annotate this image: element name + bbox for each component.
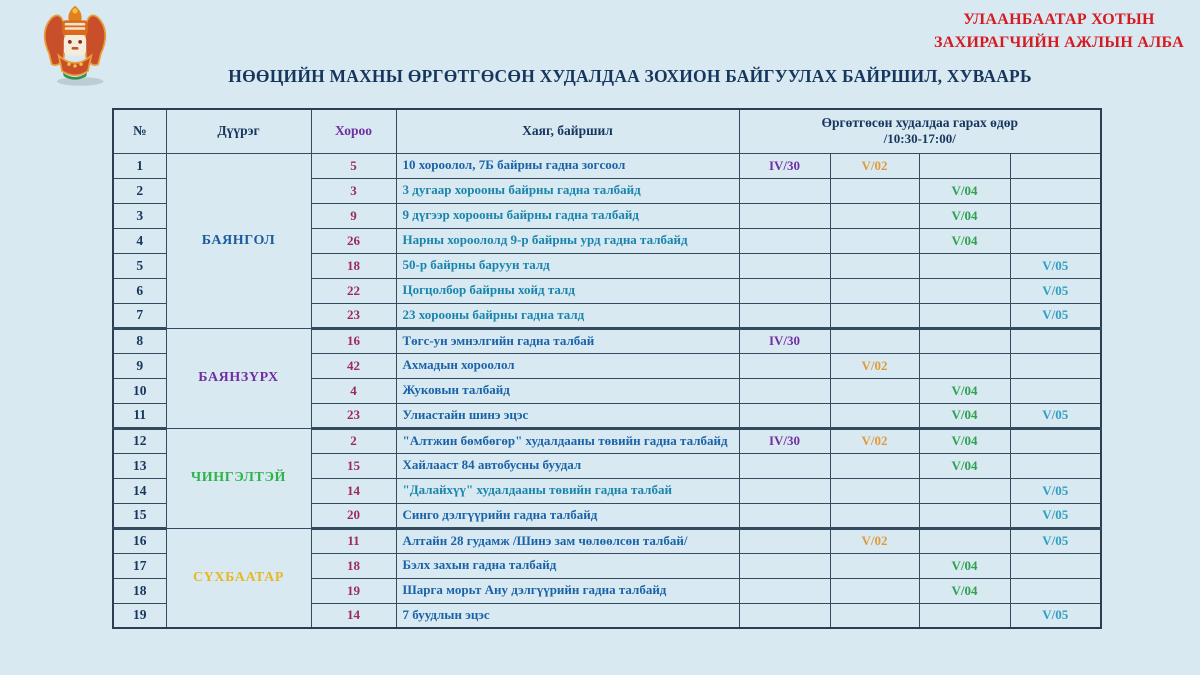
trade-date-cell <box>739 203 830 228</box>
address-cell: Хайлааст 84 автобусны буудал <box>396 453 739 478</box>
khoroo-number-cell: 9 <box>311 203 396 228</box>
trade-date-cell: IV/30 <box>739 328 830 353</box>
schedule-table <box>112 108 1102 629</box>
trade-date-cell <box>919 253 1010 278</box>
trade-date-cell <box>830 503 919 528</box>
trade-date-cell <box>919 603 1010 628</box>
khoroo-number-cell: 20 <box>311 503 396 528</box>
khoroo-number-cell: 11 <box>311 528 396 553</box>
address-cell: Бэлх захын гадна талбайд <box>396 553 739 578</box>
address-cell: Ахмадын хороолол <box>396 353 739 378</box>
trade-date-cell <box>739 378 830 403</box>
trade-date-cell <box>739 353 830 378</box>
row-number-cell: 15 <box>113 503 166 528</box>
khoroo-number-cell: 5 <box>311 153 396 178</box>
row-number-cell: 19 <box>113 603 166 628</box>
address-cell: Синго дэлгүүрийн гадна талбайд <box>396 503 739 528</box>
trade-date-cell <box>919 328 1010 353</box>
trade-date-cell: V/02 <box>830 153 919 178</box>
khoroo-number-cell: 14 <box>311 478 396 503</box>
trade-date-cell <box>830 278 919 303</box>
address-cell: Төгс-ун эмнэлгийн гадна талбай <box>396 328 739 353</box>
trade-date-cell: V/04 <box>919 453 1010 478</box>
khoroo-number-cell: 18 <box>311 553 396 578</box>
trade-date-cell <box>830 378 919 403</box>
trade-date-cell <box>1010 378 1101 403</box>
address-cell: Шарга морьт Ану дэлгүүрийн гадна талбайд <box>396 578 739 603</box>
trade-date-cell <box>1010 453 1101 478</box>
trade-date-cell <box>830 453 919 478</box>
ulaanbaatar-city-emblem-logo <box>30 4 120 90</box>
trade-date-cell: V/04 <box>919 178 1010 203</box>
trade-date-cell <box>830 253 919 278</box>
trade-date-cell <box>739 453 830 478</box>
khoroo-number-cell: 3 <box>311 178 396 203</box>
address-cell: "Далайхүү" худалдааны төвийн гадна талбай <box>396 478 739 503</box>
trade-date-cell <box>919 278 1010 303</box>
trade-date-cell <box>1010 203 1101 228</box>
trade-date-cell <box>919 153 1010 178</box>
trade-date-cell <box>739 178 830 203</box>
trade-date-cell <box>919 353 1010 378</box>
khoroo-number-cell: 42 <box>311 353 396 378</box>
trade-date-cell <box>739 253 830 278</box>
organization-name <box>934 8 1184 54</box>
trade-date-cell: V/05 <box>1010 603 1101 628</box>
column-header-address: Хаяг, байршил <box>396 109 739 153</box>
trade-date-cell <box>739 603 830 628</box>
trade-date-cell <box>830 403 919 428</box>
trade-date-cell <box>739 478 830 503</box>
organization-name-line1: УЛААНБААТАР ХОТЫН <box>963 11 1155 28</box>
trade-date-cell <box>1010 153 1101 178</box>
trade-date-cell <box>830 178 919 203</box>
address-cell: 3 дугаар хорооны байрны гадна талбайд <box>396 178 739 203</box>
table-row <box>113 528 1101 553</box>
trade-date-cell <box>739 578 830 603</box>
trade-date-cell: IV/30 <box>739 428 830 453</box>
address-cell: 7 буудлын эцэс <box>396 603 739 628</box>
trade-date-cell <box>830 303 919 328</box>
trade-date-cell: V/05 <box>1010 528 1101 553</box>
address-cell: 10 хороолол, 7Б байрны гадна зогсоол <box>396 153 739 178</box>
address-cell: 23 хорооны байрны гадна талд <box>396 303 739 328</box>
khoroo-number-cell: 23 <box>311 403 396 428</box>
address-cell: 50-р байрны баруун талд <box>396 253 739 278</box>
dates-header-line2: /10:30-17:00/ <box>883 131 956 147</box>
row-number-cell: 13 <box>113 453 166 478</box>
trade-date-cell <box>1010 228 1101 253</box>
address-cell: Алтайн 28 гудамж /Шинэ зам чөлөөлсөн талбай/ <box>396 528 739 553</box>
khoroo-number-cell: 19 <box>311 578 396 603</box>
trade-date-cell <box>1010 428 1101 453</box>
trade-date-cell <box>739 403 830 428</box>
trade-date-cell: V/02 <box>830 353 919 378</box>
trade-date-cell: V/05 <box>1010 253 1101 278</box>
trade-date-cell <box>1010 353 1101 378</box>
district-name-cell: СҮХБААТАР <box>166 528 311 628</box>
table-row <box>113 428 1101 453</box>
column-header-district: Дүүрэг <box>166 109 311 153</box>
trade-date-cell: V/05 <box>1010 403 1101 428</box>
table-row <box>113 328 1101 353</box>
column-header-dates <box>739 109 1101 153</box>
district-name-cell: ЧИНГЭЛТЭЙ <box>166 428 311 528</box>
khoroo-number-cell: 16 <box>311 328 396 353</box>
row-number-cell: 4 <box>113 228 166 253</box>
garuda-emblem-icon <box>30 4 120 90</box>
trade-date-cell: IV/30 <box>739 153 830 178</box>
row-number-cell: 11 <box>113 403 166 428</box>
trade-date-cell: V/04 <box>919 378 1010 403</box>
district-name-cell: БАЯНГОЛ <box>166 153 311 328</box>
trade-date-cell <box>830 228 919 253</box>
khoroo-number-cell: 4 <box>311 378 396 403</box>
trade-date-cell <box>1010 578 1101 603</box>
row-number-cell: 17 <box>113 553 166 578</box>
row-number-cell: 5 <box>113 253 166 278</box>
row-number-cell: 16 <box>113 528 166 553</box>
khoroo-number-cell: 2 <box>311 428 396 453</box>
row-number-cell: 10 <box>113 378 166 403</box>
address-cell: Жуковын талбайд <box>396 378 739 403</box>
trade-date-cell: V/04 <box>919 578 1010 603</box>
trade-date-cell <box>1010 328 1101 353</box>
trade-date-cell <box>739 278 830 303</box>
trade-date-cell <box>830 203 919 228</box>
trade-date-cell: V/04 <box>919 228 1010 253</box>
trade-date-cell <box>739 528 830 553</box>
address-cell: Улиастайн шинэ эцэс <box>396 403 739 428</box>
trade-date-cell <box>830 603 919 628</box>
trade-date-cell: V/04 <box>919 428 1010 453</box>
row-number-cell: 3 <box>113 203 166 228</box>
trade-date-cell <box>919 528 1010 553</box>
trade-date-cell: V/05 <box>1010 278 1101 303</box>
trade-date-cell <box>739 303 830 328</box>
trade-date-cell: V/04 <box>919 553 1010 578</box>
trade-date-cell: V/05 <box>1010 503 1101 528</box>
trade-date-cell: V/02 <box>830 428 919 453</box>
row-number-cell: 6 <box>113 278 166 303</box>
row-number-cell: 18 <box>113 578 166 603</box>
trade-date-cell <box>739 503 830 528</box>
trade-date-cell <box>830 478 919 503</box>
trade-date-cell: V/02 <box>830 528 919 553</box>
address-cell: Нарны хороололд 9-р байрны урд гадна талбайд <box>396 228 739 253</box>
khoroo-number-cell: 15 <box>311 453 396 478</box>
address-cell: Цогцолбор байрны хойд талд <box>396 278 739 303</box>
district-name-cell: БАЯНЗҮРХ <box>166 328 311 428</box>
trade-date-cell <box>919 503 1010 528</box>
column-header-khoroo: Хороо <box>311 109 396 153</box>
trade-date-cell <box>830 578 919 603</box>
page-title: НӨӨЦИЙН МАХНЫ ӨРГӨТГӨСӨН ХУДАЛДАА ЗОХИОН БАЙГУУЛАХ БАЙРШИЛ, ХУВААРЬ <box>228 66 1032 86</box>
row-number-cell: 14 <box>113 478 166 503</box>
row-number-cell: 1 <box>113 153 166 178</box>
row-number-cell: 12 <box>113 428 166 453</box>
dates-header-line1: Өргөтгөсөн худалдаа гарах өдөр <box>821 115 1019 131</box>
trade-date-cell <box>739 228 830 253</box>
trade-date-cell <box>1010 178 1101 203</box>
khoroo-number-cell: 18 <box>311 253 396 278</box>
column-header-number: № <box>113 109 166 153</box>
organization-name-line2: ЗАХИРАГЧИЙН АЖЛЫН АЛБА <box>934 34 1184 52</box>
address-cell: 9 дүгээр хорооны байрны гадна талбайд <box>396 203 739 228</box>
row-number-cell: 7 <box>113 303 166 328</box>
table-row <box>113 153 1101 178</box>
khoroo-number-cell: 22 <box>311 278 396 303</box>
khoroo-number-cell: 26 <box>311 228 396 253</box>
schedule-table-container <box>112 108 1100 629</box>
trade-date-cell <box>919 303 1010 328</box>
khoroo-number-cell: 23 <box>311 303 396 328</box>
trade-date-cell <box>739 553 830 578</box>
row-number-cell: 9 <box>113 353 166 378</box>
trade-date-cell: V/05 <box>1010 478 1101 503</box>
trade-date-cell: V/05 <box>1010 303 1101 328</box>
trade-date-cell <box>1010 553 1101 578</box>
trade-date-cell <box>830 328 919 353</box>
row-number-cell: 8 <box>113 328 166 353</box>
khoroo-number-cell: 14 <box>311 603 396 628</box>
row-number-cell: 2 <box>113 178 166 203</box>
table-header-row <box>113 109 1101 153</box>
address-cell: "Алтжин бөмбөгөр" худалдааны төвийн гадна талбайд <box>396 428 739 453</box>
trade-date-cell <box>919 478 1010 503</box>
trade-date-cell: V/04 <box>919 403 1010 428</box>
trade-date-cell <box>830 553 919 578</box>
trade-date-cell: V/04 <box>919 203 1010 228</box>
